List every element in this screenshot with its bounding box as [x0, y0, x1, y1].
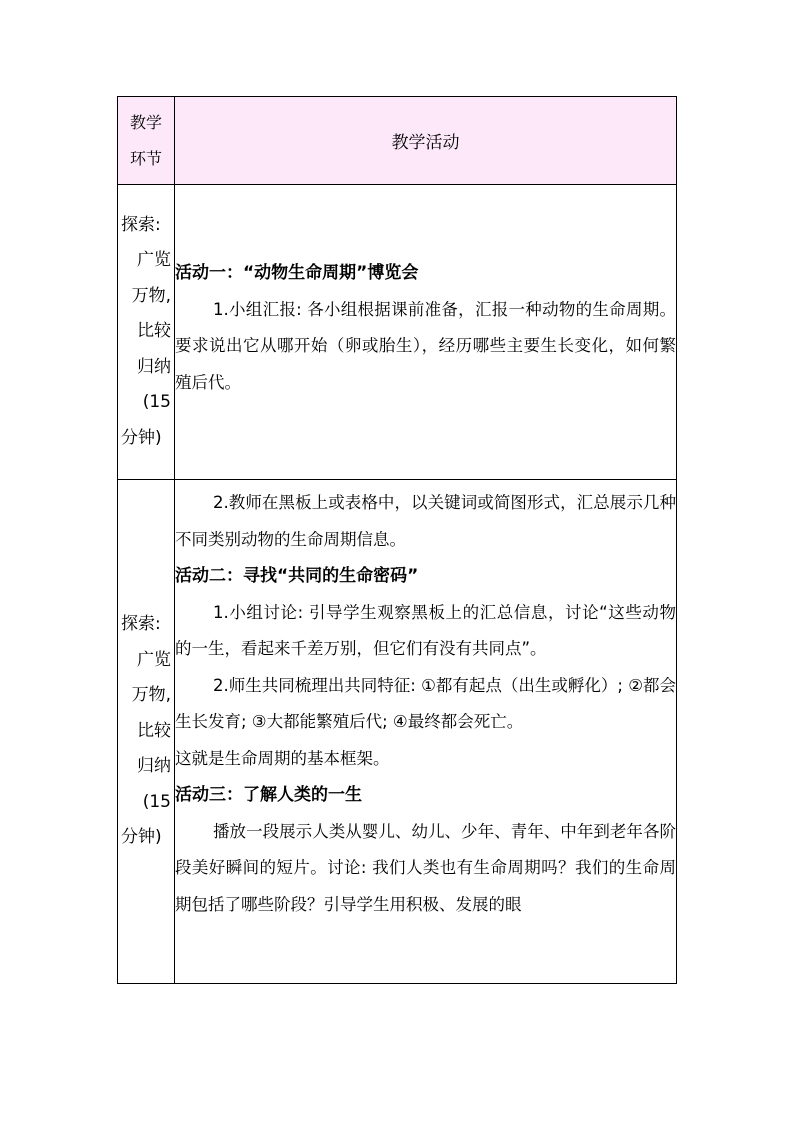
- activity-paragraph: 2.师生共同梳理出共同特征: ①都有起点（出生或孵化）; ②都会生长发育; ③大都能繁殖后代; ④最终都会死亡。: [175, 675, 676, 731]
- stage-line: (15: [142, 392, 171, 413]
- stage-line: 归纳: [137, 356, 171, 377]
- table-row: [118, 185, 677, 480]
- stage-cell: [118, 480, 175, 984]
- activity-cell: [175, 480, 677, 984]
- header-stage-cell: [118, 97, 175, 185]
- stage-line: (15: [142, 791, 171, 812]
- stage-line: 比较: [137, 321, 171, 342]
- stage-cell: [118, 185, 175, 480]
- stage-line: 探索:: [121, 214, 161, 235]
- stage-line: 分钟): [121, 827, 162, 848]
- stage-line: 广览: [137, 649, 171, 670]
- table-row: [118, 480, 677, 984]
- activity-paragraph: 1.小组讨论: 引导学生观察黑板上的汇总信息，讨论“这些动物的一生，看起来千差万别，但它们有没有共同点”。: [175, 602, 676, 658]
- activity-cell: [175, 185, 677, 480]
- lesson-plan-table: [117, 96, 677, 984]
- stage-line: 万物,: [131, 685, 171, 706]
- activity-paragraph: 2.教师在黑板上或表格中，以关键词或简图形式，汇总展示几种不同类别动物的生命周期信息。: [175, 493, 676, 549]
- activity-paragraph: 1.小组汇报: 各小组根据课前准备，汇报一种动物的生命周期。要求说出它从哪开始（卵或胎生），经历哪些主要生长变化，如何繁殖后代。: [175, 299, 676, 392]
- header-stage-line1: 教学: [129, 112, 162, 132]
- stage-line: 探索:: [121, 614, 161, 635]
- stage-line: 比较: [137, 720, 171, 741]
- header-activity-cell: 教学活动: [175, 97, 677, 185]
- stage-line: 分钟): [121, 427, 162, 448]
- activity-heading: 活动三：了解人类的一生: [175, 785, 362, 805]
- activity-paragraph: 播放一段展示人类从婴儿、幼儿、少年、青年、中年到老年各阶段美好瞬间的短片。讨论: 我们人类也有生命周期吗？我们的生命周期包括了哪些阶段？引导学生用积极、发展的眼: [175, 821, 676, 914]
- stage-line: 归纳: [137, 756, 171, 777]
- activity-heading: 活动一：“动物生命周期”博览会: [175, 263, 419, 283]
- activity-heading: 活动二：寻找“共同的生命密码”: [175, 566, 419, 586]
- activity-paragraph: 这就是生命周期的基本框架。: [175, 748, 390, 768]
- header-stage-line2: 环节: [129, 148, 162, 168]
- stage-line: 万物,: [131, 285, 171, 306]
- stage-line: 广览: [137, 250, 171, 271]
- table-header-row: [118, 97, 677, 185]
